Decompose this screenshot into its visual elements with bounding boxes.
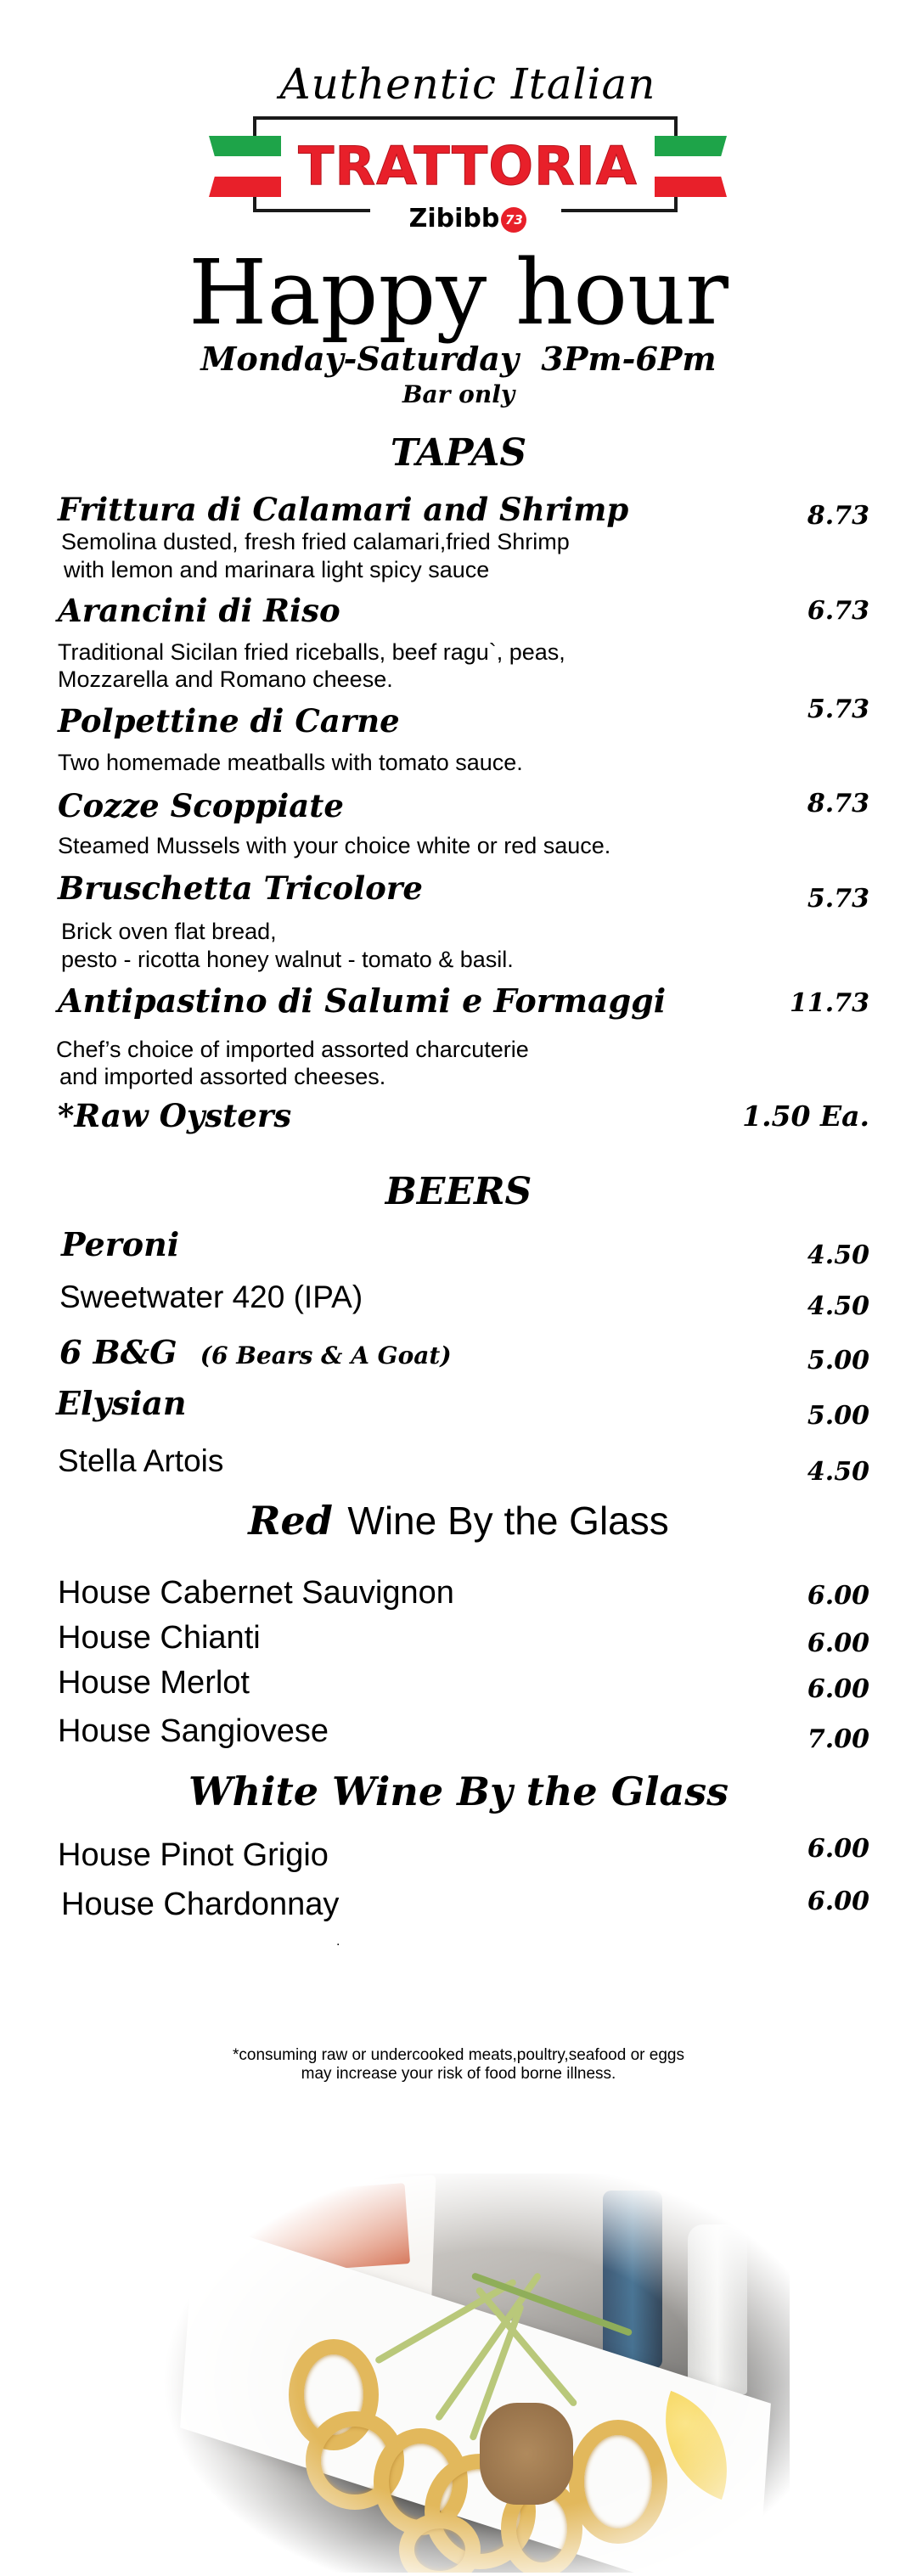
item-price: 8.73 (807, 501, 869, 531)
item-price: 4.50 (807, 1240, 869, 1270)
item-name: *Raw Oysters (58, 1097, 292, 1134)
item-name: Frittura di Calamari and Shrimp (58, 491, 629, 528)
restaurant-logo (209, 59, 727, 242)
item-price: 6.00 (807, 1628, 869, 1658)
item-description: pesto - ricotta honey walnut - tomato & basil. (61, 947, 514, 972)
item-price: 5.73 (807, 695, 869, 724)
item-price: 7.00 (807, 1724, 869, 1754)
food-safety-disclaimer (0, 2046, 917, 2084)
item-name: House Merlot (58, 1665, 250, 1701)
item-name: House Sangiovese (58, 1713, 329, 1749)
item-price: 6.00 (807, 1887, 869, 1916)
item-price: 8.73 (807, 789, 869, 818)
calamari-ring (569, 2420, 667, 2544)
italian-flag-ribbon-right-icon (655, 136, 727, 197)
logo-brand (209, 204, 727, 233)
item-description: Semolina dusted, fresh fried calamari,fried Shrimp (61, 529, 570, 554)
item-description: Chef’s choice of imported assorted charcuterie (56, 1037, 529, 1062)
logo-brand-text: Zibibb (408, 204, 500, 233)
logo-name: TRATTORIA (298, 135, 638, 197)
section-heading-tapas: TAPAS (390, 431, 527, 475)
schedule-note: Bar only (402, 380, 515, 408)
item-description: Mozzarella and Romano cheese. (58, 666, 393, 692)
item-name: Bruschetta Tricolore (58, 869, 423, 907)
item-name: Arancini di Riso (58, 592, 340, 629)
item-name: 6 B&G (59, 1333, 177, 1371)
item-description: Steamed Mussels with your choice white or red sauce. (58, 833, 611, 858)
item-name: House Chardonnay (61, 1887, 340, 1922)
item-description: with lemon and marinara light spicy sauce (64, 557, 490, 582)
item-price: 6.00 (807, 1674, 869, 1704)
stray-mark: . (336, 1934, 340, 1949)
schedule-days-hours: Monday-Saturday 3Pm-6Pm (200, 340, 717, 378)
item-price: 6.00 (807, 1581, 869, 1611)
item-name: House Pinot Grigio (58, 1837, 329, 1873)
item-name: House Chianti (58, 1620, 261, 1656)
heading-emphasis: Red (248, 1498, 333, 1544)
item-price: 6.73 (807, 596, 869, 626)
item-description: and imported assorted cheeses. (59, 1064, 386, 1089)
fried-onion-shape (480, 2403, 573, 2505)
item-name: Stella Artois (58, 1443, 224, 1478)
logo-script-text: Authentic Italian (279, 59, 656, 109)
brand-badge-icon: 73 (501, 207, 526, 233)
item-description: Two homemade meatballs with tomato sauce. (58, 750, 523, 775)
item-name-wrap (59, 1333, 452, 1371)
disclaimer-line: may increase your risk of food borne illness. (301, 2065, 616, 2083)
item-name: Polpettine di Carne (58, 702, 400, 740)
item-subtitle: (6 Bears & A Goat) (200, 1341, 452, 1370)
item-name: House Cabernet Sauvignon (58, 1575, 454, 1611)
disclaimer-line: *consuming raw or undercooked meats,poultry,seafood or eggs (233, 2046, 684, 2064)
pepper-mill-shape (688, 2224, 747, 2394)
item-price: 11.73 (790, 988, 869, 1018)
item-price: 6.00 (807, 1834, 869, 1864)
item-price: 5.00 (807, 1401, 869, 1431)
item-name: Cozze Scoppiate (58, 787, 344, 824)
section-heading-red-wine (0, 1498, 917, 1544)
section-heading-white-wine: White Wine By the Glass (188, 1769, 729, 1814)
item-price: 1.50 Ea. (742, 1100, 869, 1133)
item-name: Antipastino di Salumi e Formaggi (58, 981, 667, 1020)
item-description: Traditional Sicilan fried riceballs, beef ragu`, peas, (58, 639, 565, 665)
item-price: 5.73 (807, 884, 869, 914)
item-name: Sweetwater 420 (IPA) (59, 1280, 363, 1314)
italian-flag-ribbon-left-icon (209, 136, 281, 197)
item-name: Elysian (56, 1384, 187, 1422)
item-price: 5.00 (807, 1346, 869, 1375)
section-heading-beers: BEERS (385, 1170, 532, 1213)
item-price: 4.50 (807, 1291, 869, 1321)
page-title: Happy hour (188, 240, 729, 345)
item-description: Brick oven flat bread, (61, 919, 277, 944)
heading-rest: Wine By the Glass (347, 1499, 669, 1543)
item-price: 4.50 (807, 1457, 869, 1487)
bottle-shape (603, 2191, 662, 2369)
food-photo-calamari (144, 2174, 790, 2573)
item-name: Peroni (61, 1225, 180, 1263)
